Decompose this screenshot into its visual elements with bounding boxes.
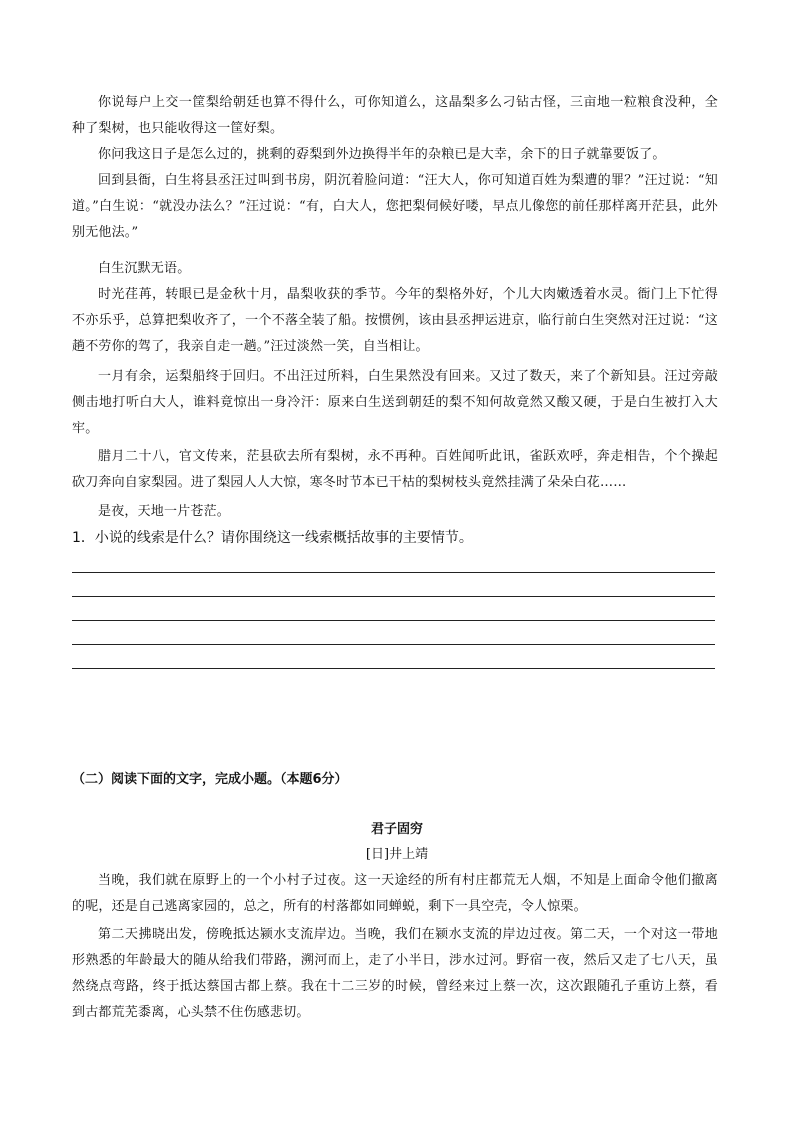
question-1: 1．小说的线索是什么？请你围绕这一线索概括故事的主要情节。: [72, 530, 473, 546]
answer-line-5[interactable]: [72, 668, 715, 669]
passage-author: [日]井上靖: [365, 847, 429, 862]
answer-line-2[interactable]: [72, 596, 715, 597]
passage-paragraph-1: 当晚，我们就在原野上的一个小村子过夜。这一天途经的所有村庄都荒无人烟，不知是上面命令他们撤离的呢，还是自己逃离家园的，总之，所有的村落都如同蝉蜕，剩下一具空壳，令人惊栗。: [72, 873, 718, 914]
passage-paragraph-2: 第二天拂晓出发，傍晚抵达颍水支流岸边。当晚，我们在颍水支流的岸边过夜。第二天，一个对这一带地形熟悉的年龄最大的随从给我们带路，溯河而上，走了小半日，涉水过河。野宿一夜，然后又走了七八天，虽然绕点弯路，终于抵达蔡国古都上蔡。我在十二三岁的时候，曾经来过上蔡一次，这次跟随孔子重访上蔡，看到古都荒芜黍离，心头禁不住伤感悲切。: [72, 927, 718, 1020]
passage-title: 君子固穷: [370, 822, 423, 837]
story-paragraph-3: 回到县衙，白生将县丞汪过叫到书房，阴沉着脸问道：“汪大人，你可知道百姓为梨遭的罪？”汪过说：“知道。”白生说：“就没办法么？”汪过说：“有，白大人，您把梨伺候好喽，早点儿像您的前任那样离开茫县，此外别无他法。”: [72, 173, 718, 240]
story-paragraph-2: 你问我这日子是怎么过的，挑剩的孬梨到外边换得半年的杂粮已是大幸，余下的日子就靠要饭了。: [98, 147, 666, 162]
story-paragraph-4: 白生沉默无语。: [98, 261, 191, 276]
story-paragraph-8: 是夜，天地一片苍茫。: [98, 504, 231, 519]
answer-line-4[interactable]: [72, 644, 715, 645]
story-paragraph-7: 腊月二十八，官文传来，茫县砍去所有梨树，永不再种。百姓闻听此讯，雀跃欢呼，奔走相告，个个操起砍刀奔向自家梨园。进了梨园人人大惊，寒冬时节本已干枯的梨树枝头竟然挂满了朵朵白花……: [72, 449, 718, 490]
answer-line-1[interactable]: [72, 572, 715, 573]
story-paragraph-6: 一月有余，运梨船终于回归。不出汪过所料，白生果然没有回来。又过了数天，来了个新知县。汪过旁敲侧击地打听白大人，谁料竟惊出一身冷汗：原来白生送到朝廷的梨不知何故竟然又酸又硬，于是白生被打入大牢。: [72, 369, 718, 436]
story-paragraph-5: 时光荏苒，转眼已是金秋十月，晶梨收获的季节。今年的梨格外好，个儿大肉嫩透着水灵。衙门上下忙得不亦乐乎，总算把梨收齐了，一个不落全装了船。按惯例，该由县丞押运进京，临行前白生突然对汪过说：“这趟不劳你的驾了，我亲自走一趟。”汪过淡然一笑，自当相让。: [72, 287, 718, 354]
section-2-heading: （二）阅读下面的文字，完成小题。（本题6分）: [72, 772, 348, 787]
answer-line-3[interactable]: [72, 620, 715, 621]
story-paragraph-1: 你说每户上交一筐梨给朝廷也算不得什么，可你知道么，这晶梨多么刁钻古怪，三亩地一粒粮食没种，全种了梨树，也只能收得这一筐好梨。: [72, 95, 718, 136]
